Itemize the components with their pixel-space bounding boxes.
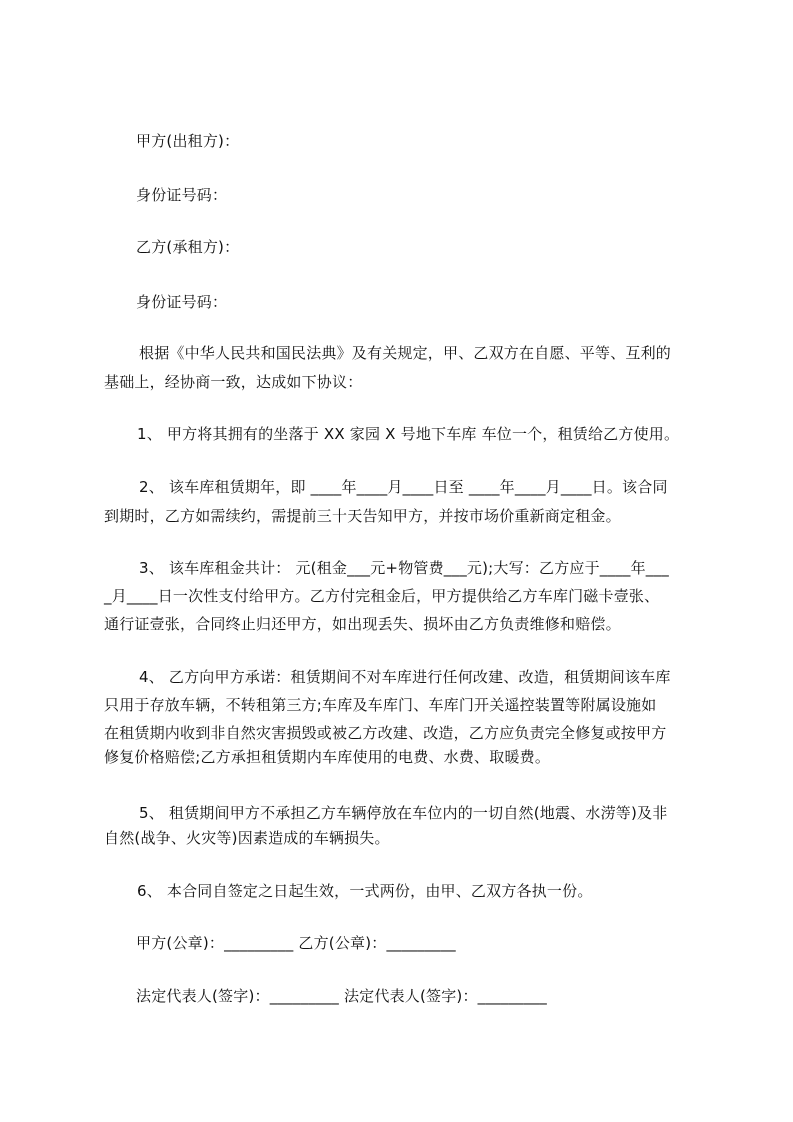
preamble-line-2: 基础上，经协商一致，达成如下协议： (104, 373, 363, 391)
clause-3-line-2: _月____日一次性支付给甲方。乙方付完租金后，甲方提供给乙方车库门磁卡壹张、 (104, 587, 660, 605)
clause-2-line-2: 到期时，乙方如需续约，需提前三十天告知甲方，并按市场价重新商定租金。 (104, 507, 621, 525)
clause-2-line-1: 2、 该车库租赁期年，即 ____年____月____日至 ____年____月____日。该合同 (139, 478, 668, 496)
preamble-line-1: 根据《中华人民共和国民法典》及有关规定，甲、乙双方在自愿、平等、互利的 (139, 344, 672, 362)
clause-4-line-4: 修复价格赔偿;乙方承担租赁期内车库使用的电费、水费、取暖费。 (104, 748, 551, 766)
clause-4-line-1: 4、 乙方向甲方承诺：租赁期间不对车库进行任何改建、改造，租赁期间该车库 (139, 668, 671, 686)
clause-5-line-2: 自然(战争、火灾等)因素造成的车辆损失。 (104, 829, 390, 847)
clause-6-line-1: 6、 本合同自签定之日起生效，一式两份，由甲、乙双方各执一份。 (137, 882, 593, 900)
clause-3-line-3: 通行证壹张，合同终止归还甲方，如出现丢失、损坏由乙方负责维修和赔偿。 (104, 615, 621, 633)
party-a-label: 甲方(出租方)： (136, 132, 240, 150)
clause-3-line-1: 3、 该车库租金共计： 元(租金___元+物管费___元);大写：乙方应于____年___ (139, 559, 669, 577)
party-b-label: 乙方(承租方)： (136, 238, 240, 256)
party-a-id-label: 身份证号码： (136, 186, 228, 204)
clause-4-line-2: 只用于存放车辆，不转租第三方;车库及车库门、车库门开关遥控装置等附属设施如 (104, 696, 657, 714)
representative-signature-line: 法定代表人(签字)：_________ 法定代表人(签字)：_________ (136, 987, 547, 1005)
party-b-id-label: 身份证号码： (136, 293, 228, 311)
clause-5-line-1: 5、 租赁期间甲方不承担乙方车辆停放在车位内的一切自然(地震、水涝等)及非 (139, 804, 668, 822)
seal-line: 甲方(公章)：_________ 乙方(公章)：_________ (136, 934, 456, 952)
clause-1-line-1: 1、 甲方将其拥有的坐落于 XX 家园 X 号地下车库 车位一个，租赁给乙方使用。 (137, 425, 680, 443)
clause-4-line-3: 在租赁期内收到非自然灾害损毁或被乙方改建、改造，乙方应负责完全修复或按甲方 (104, 724, 667, 742)
